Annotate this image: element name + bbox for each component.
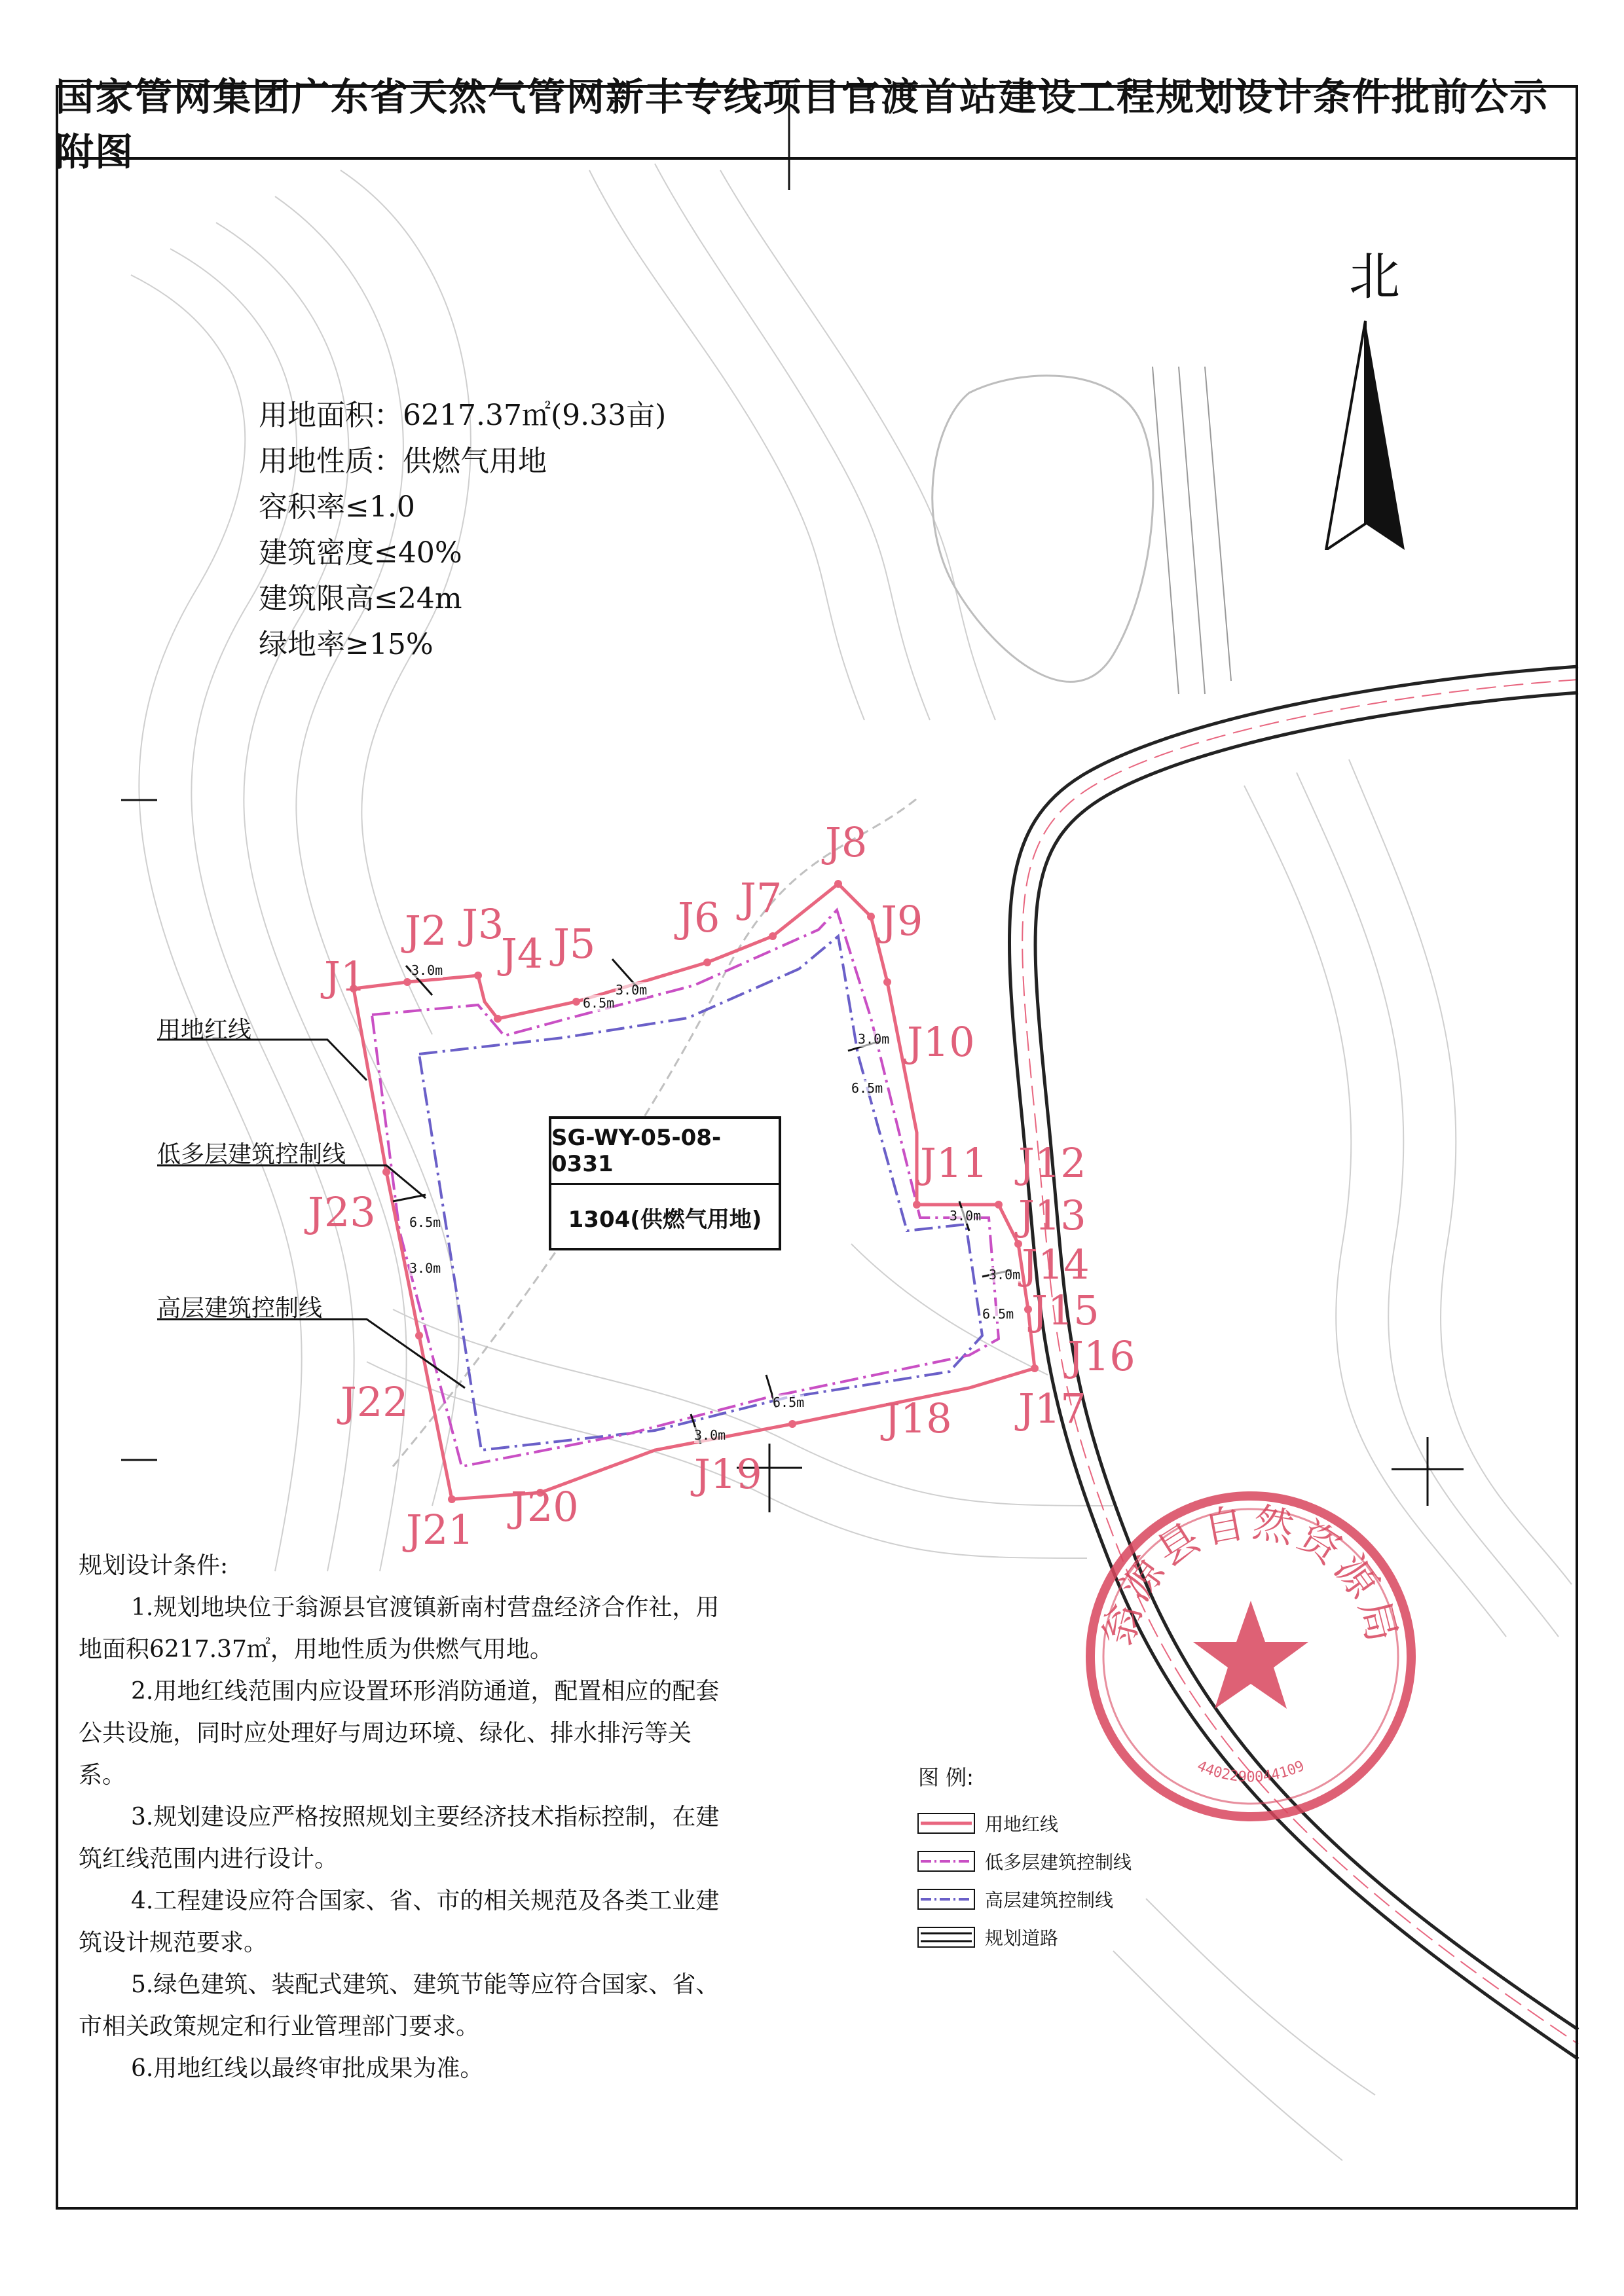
legend-red-line-icon	[917, 1812, 976, 1834]
vertex-label: J15	[1031, 1286, 1099, 1334]
dimension-label: 3.0m	[409, 1260, 441, 1276]
callout-red-line: 用地红线	[157, 1017, 252, 1044]
vertex-label: J20	[511, 1483, 579, 1531]
legend-label: 用地红线	[985, 1813, 1059, 1835]
legend-high-rise-icon	[917, 1888, 976, 1910]
vertex-label: J6	[678, 894, 720, 941]
vertex-label: J3	[462, 900, 504, 948]
dimension-label: 6.5m	[851, 1080, 883, 1096]
parcel-code: SG-WY-05-08-0331	[551, 1119, 779, 1185]
indicator-nature: 用地性质：供燃气用地	[259, 445, 547, 478]
callout-high-rise: 高层建筑控制线	[157, 1295, 323, 1322]
vertex-label: J8	[825, 818, 868, 866]
legend-item	[917, 1880, 1192, 1918]
vertex-label: J16	[1067, 1332, 1135, 1380]
vertex-label: J22	[341, 1378, 409, 1426]
dimension-label: 3.0m	[411, 962, 443, 978]
vertex-label: J2	[405, 907, 447, 955]
condition-item: 2.用地红线范围内应设置环形消防通道，配置相应的配套公共设施，同时应处理好与周边环境、绿化、排水排污等关系。	[79, 1678, 720, 1789]
indicator-height: 建筑限高≤24m	[259, 582, 462, 615]
vertex-label: J17	[1018, 1385, 1086, 1432]
vertex-label: J21	[406, 1506, 474, 1554]
vertex-label: J1	[324, 953, 367, 1000]
parcel-use: 1304(供燃气用地)	[568, 1206, 762, 1233]
conditions-title: 规划设计条件:	[79, 1552, 229, 1579]
parcel-info-box	[549, 1116, 781, 1250]
seal-text: 翁源县自然资源局	[1094, 1497, 1408, 1650]
legend-item	[917, 1918, 1192, 1956]
dimension-label: 3.0m	[858, 1031, 890, 1047]
vertex-label: J18	[884, 1394, 952, 1442]
svg-text:4402290044109	[1194, 1758, 1307, 1785]
official-seal	[1080, 1486, 1421, 1827]
vertex-label: J12	[1018, 1139, 1086, 1187]
planning-indicators	[259, 393, 666, 668]
callout-low-rise: 低多层建筑控制线	[157, 1141, 346, 1168]
vertex-label: J14	[1022, 1241, 1090, 1288]
north-label: 北	[1349, 247, 1401, 306]
dimension-label: 6.5m	[773, 1394, 805, 1410]
legend-low-rise-icon	[917, 1850, 976, 1872]
indicator-far: 容积率≤1.0	[259, 490, 415, 524]
indicator-area: 用地面积：6217.37㎡(9.33亩)	[259, 399, 667, 432]
condition-item: 4.工程建设应符合国家、省、市的相关规范及各类工业建筑设计规范要求。	[79, 1887, 720, 1956]
vertex-label: J11	[920, 1139, 988, 1187]
condition-item: 6.用地红线以最终审批成果为准。	[131, 2055, 484, 2082]
legend-label: 高层建筑控制线	[985, 1889, 1114, 1911]
title-bar	[56, 75, 1578, 174]
vertex-label: J9	[881, 897, 923, 945]
dimension-label: 6.5m	[982, 1306, 1014, 1322]
vertex-label: J13	[1018, 1192, 1086, 1239]
vertex-label: J4	[501, 930, 544, 977]
vertex-label: J5	[553, 920, 596, 968]
vertex-label: J7	[740, 874, 783, 922]
legend-title: 图 例:	[918, 1765, 974, 1790]
dimension-label: 3.0m	[950, 1208, 982, 1224]
seal-star-icon	[1193, 1601, 1308, 1709]
legend-label: 规划道路	[985, 1927, 1059, 1949]
planning-conditions	[79, 1545, 733, 2090]
condition-item: 3.规划建设应严格按照规划主要经济技术指标控制，在建筑红线范围内进行设计。	[79, 1804, 720, 1872]
dimension-label: 3.0m	[694, 1427, 726, 1443]
vertex-label: J23	[308, 1188, 376, 1236]
seal-number: 4402290044109	[1194, 1757, 1307, 1786]
dimension-label: 3.0m	[616, 982, 648, 998]
condition-item: 1.规划地块位于翁源县官渡镇新南村营盘经济合作社，用地面积6217.37㎡，用地性质为供燃气用地。	[79, 1594, 720, 1663]
indicator-density: 建筑密度≤40%	[259, 536, 462, 570]
legend-road-icon	[917, 1926, 976, 1948]
vertex-label: J10	[907, 1018, 975, 1066]
page-title: 国家管网集团广东省天然气管网新丰专线项目官渡首站建设工程规划设计条件批前公示附图	[56, 75, 1549, 174]
condition-item: 5.绿色建筑、装配式建筑、建筑节能等应符合国家、省、市相关政策规定和行业管理部门要求。	[79, 1971, 720, 2040]
legend-item	[917, 1842, 1192, 1880]
dimension-label: 6.5m	[583, 995, 615, 1011]
dimension-label: 3.0m	[989, 1267, 1021, 1283]
dimension-label: 6.5m	[409, 1214, 441, 1230]
indicator-green: 绿地率≥15%	[259, 628, 434, 661]
legend-label: 低多层建筑控制线	[985, 1851, 1132, 1873]
vertex-label: J19	[694, 1450, 762, 1498]
